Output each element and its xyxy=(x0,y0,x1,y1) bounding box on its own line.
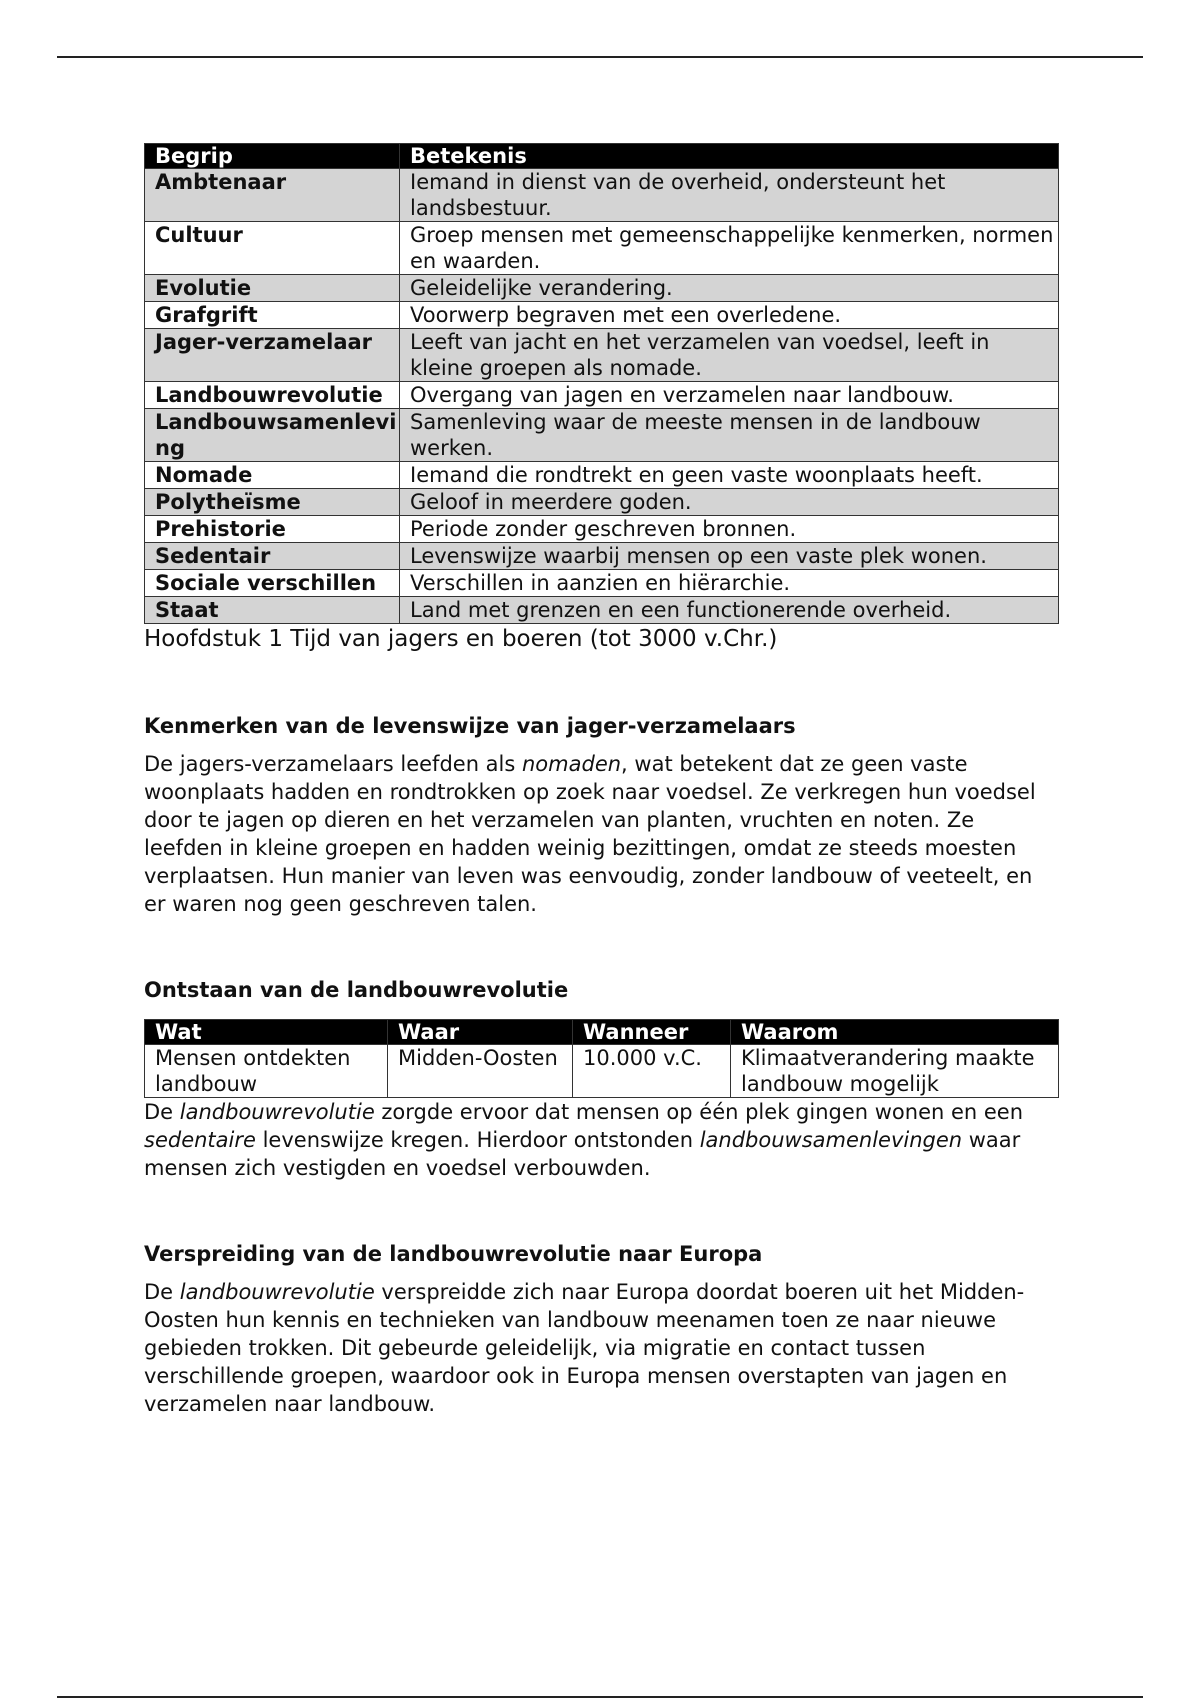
glossary-term: Cultuur xyxy=(145,222,400,275)
revolution-header-waarom: Waarom xyxy=(731,1020,1059,1045)
revolution-header-waar: Waar xyxy=(388,1020,573,1045)
emphasis-term: nomaden xyxy=(522,752,622,776)
text-run: waar mensen zich vestigden en voedsel verbouwden. xyxy=(144,1128,1021,1180)
emphasis-term: landbouwrevolutie xyxy=(179,1100,375,1124)
glossary-term: Sociale verschillen xyxy=(145,570,400,597)
glossary-header-meaning: Betekenis xyxy=(400,144,1059,169)
glossary-row xyxy=(145,570,1059,597)
glossary-row xyxy=(145,516,1059,543)
section-heading-origin: Ontstaan van de landbouwrevolutie xyxy=(144,978,569,1002)
glossary-term: Polytheïsme xyxy=(145,489,400,516)
section-heading-spread: Verspreiding van de landbouwrevolutie naar Europa xyxy=(144,1242,763,1266)
section-paragraph-spread xyxy=(144,1278,1058,1418)
revolution-table xyxy=(144,1019,1059,1098)
glossary-term: Staat xyxy=(145,597,400,624)
text-run: , wat betekent dat ze geen vaste woonplaats hadden en rondtrokken op zoek naar voedsel. Ze verkregen hun voedsel door te jagen op dieren en het verzamelen van planten, vruchten en noten. Ze leefden in kleine groepen en hadden weinig bezittingen, omdat ze steeds moesten verplaatsen. Hun manier van leven was eenvoudig, zonder landbouw of veeteelt, en er waren nog geen geschreven talen. xyxy=(144,752,1036,916)
glossary-term: Landbouwrevolutie xyxy=(145,382,400,409)
revolution-cell-waar: Midden-Oosten xyxy=(388,1045,573,1098)
revolution-cell-wat: Mensen ontdekten landbouw xyxy=(145,1045,388,1098)
glossary-meaning: Leeft van jacht en het verzamelen van voedsel, leeft in kleine groepen als nomade. xyxy=(400,329,1059,382)
revolution-cell-wanneer: 10.000 v.C. xyxy=(573,1045,731,1098)
glossary-meaning: Verschillen in aanzien en hiërarchie. xyxy=(400,570,1059,597)
glossary-row xyxy=(145,462,1059,489)
glossary-meaning: Samenleving waar de meeste mensen in de landbouw werken. xyxy=(400,409,1059,462)
glossary-meaning: Periode zonder geschreven bronnen. xyxy=(400,516,1059,543)
glossary-meaning: Iemand die rondtrekt en geen vaste woonplaats heeft. xyxy=(400,462,1059,489)
revolution-header-wanneer: Wanneer xyxy=(573,1020,731,1045)
glossary-row xyxy=(145,489,1059,516)
text-run: De xyxy=(144,1280,180,1304)
text-run: zorgde ervoor dat mensen op één plek gingen wonen en een xyxy=(374,1100,1024,1124)
revolution-row xyxy=(145,1045,1059,1098)
emphasis-term: landbouwrevolutie xyxy=(179,1280,375,1304)
glossary-header-term: Begrip xyxy=(145,144,400,169)
glossary-term: Landbouwsamenleving xyxy=(145,409,400,462)
page-content xyxy=(144,143,1058,1418)
glossary-row xyxy=(145,222,1059,275)
glossary-meaning: Levenswijze waarbij mensen op een vaste plek wonen. xyxy=(400,543,1059,570)
glossary-term: Evolutie xyxy=(145,275,400,302)
footer-rule xyxy=(57,1696,1143,1698)
section-paragraph-lifestyle xyxy=(144,750,1058,918)
emphasis-term: landbouwsamenlevingen xyxy=(699,1128,963,1152)
glossary-meaning: Overgang van jagen en verzamelen naar landbouw. xyxy=(400,382,1059,409)
glossary-row xyxy=(145,329,1059,382)
glossary-term: Grafgrift xyxy=(145,302,400,329)
revolution-header-row xyxy=(145,1020,1059,1045)
glossary-meaning: Groep mensen met gemeenschappelijke kenmerken, normen en waarden. xyxy=(400,222,1059,275)
glossary-meaning: Iemand in dienst van de overheid, ondersteunt het landsbestuur. xyxy=(400,169,1059,222)
glossary-row xyxy=(145,543,1059,570)
glossary-term: Ambtenaar xyxy=(145,169,400,222)
glossary-meaning: Geloof in meerdere goden. xyxy=(400,489,1059,516)
glossary-term: Prehistorie xyxy=(145,516,400,543)
glossary-row xyxy=(145,597,1059,624)
glossary-row xyxy=(145,302,1059,329)
glossary-row xyxy=(145,382,1059,409)
glossary-row xyxy=(145,409,1059,462)
emphasis-term: sedentaire xyxy=(144,1128,256,1152)
glossary-row xyxy=(145,275,1059,302)
text-run: verspreidde zich naar Europa doordat boeren uit het Midden-Oosten hun kennis en technieken van landbouw meenamen toen ze naar nieuwe gebieden trokken. Dit gebeurde geleidelijk, via migratie en contact tussen verschillende groepen, waardoor ook in Europa mensen overstapten van jagen en verzamelen naar landbouw. xyxy=(144,1280,1025,1416)
glossary-meaning: Land met grenzen en een functionerende overheid. xyxy=(400,597,1059,624)
text-run: De jagers-verzamelaars leefden als xyxy=(144,752,522,776)
revolution-cell-waarom: Klimaatverandering maakte landbouw mogelijk xyxy=(731,1045,1059,1098)
glossary-term: Nomade xyxy=(145,462,400,489)
revolution-header-wat: Wat xyxy=(145,1020,388,1045)
text-run: De xyxy=(144,1100,180,1124)
glossary-term: Sedentair xyxy=(145,543,400,570)
glossary-meaning: Voorwerp begraven met een overledene. xyxy=(400,302,1059,329)
section-heading-lifestyle: Kenmerken van de levenswijze van jager-verzamelaars xyxy=(144,714,796,738)
glossary-meaning: Geleidelijke verandering. xyxy=(400,275,1059,302)
chapter-title: Hoofdstuk 1 Tijd van jagers en boeren (tot 3000 v.Chr.) xyxy=(144,626,778,652)
section-paragraph-origin xyxy=(144,1098,1058,1182)
glossary-header-row xyxy=(145,144,1059,169)
header-rule xyxy=(57,56,1143,58)
glossary-table xyxy=(144,143,1059,624)
text-run: levenswijze kregen. Hierdoor ontstonden xyxy=(255,1128,700,1152)
glossary-term: Jager-verzamelaar xyxy=(145,329,400,382)
glossary-row xyxy=(145,169,1059,222)
